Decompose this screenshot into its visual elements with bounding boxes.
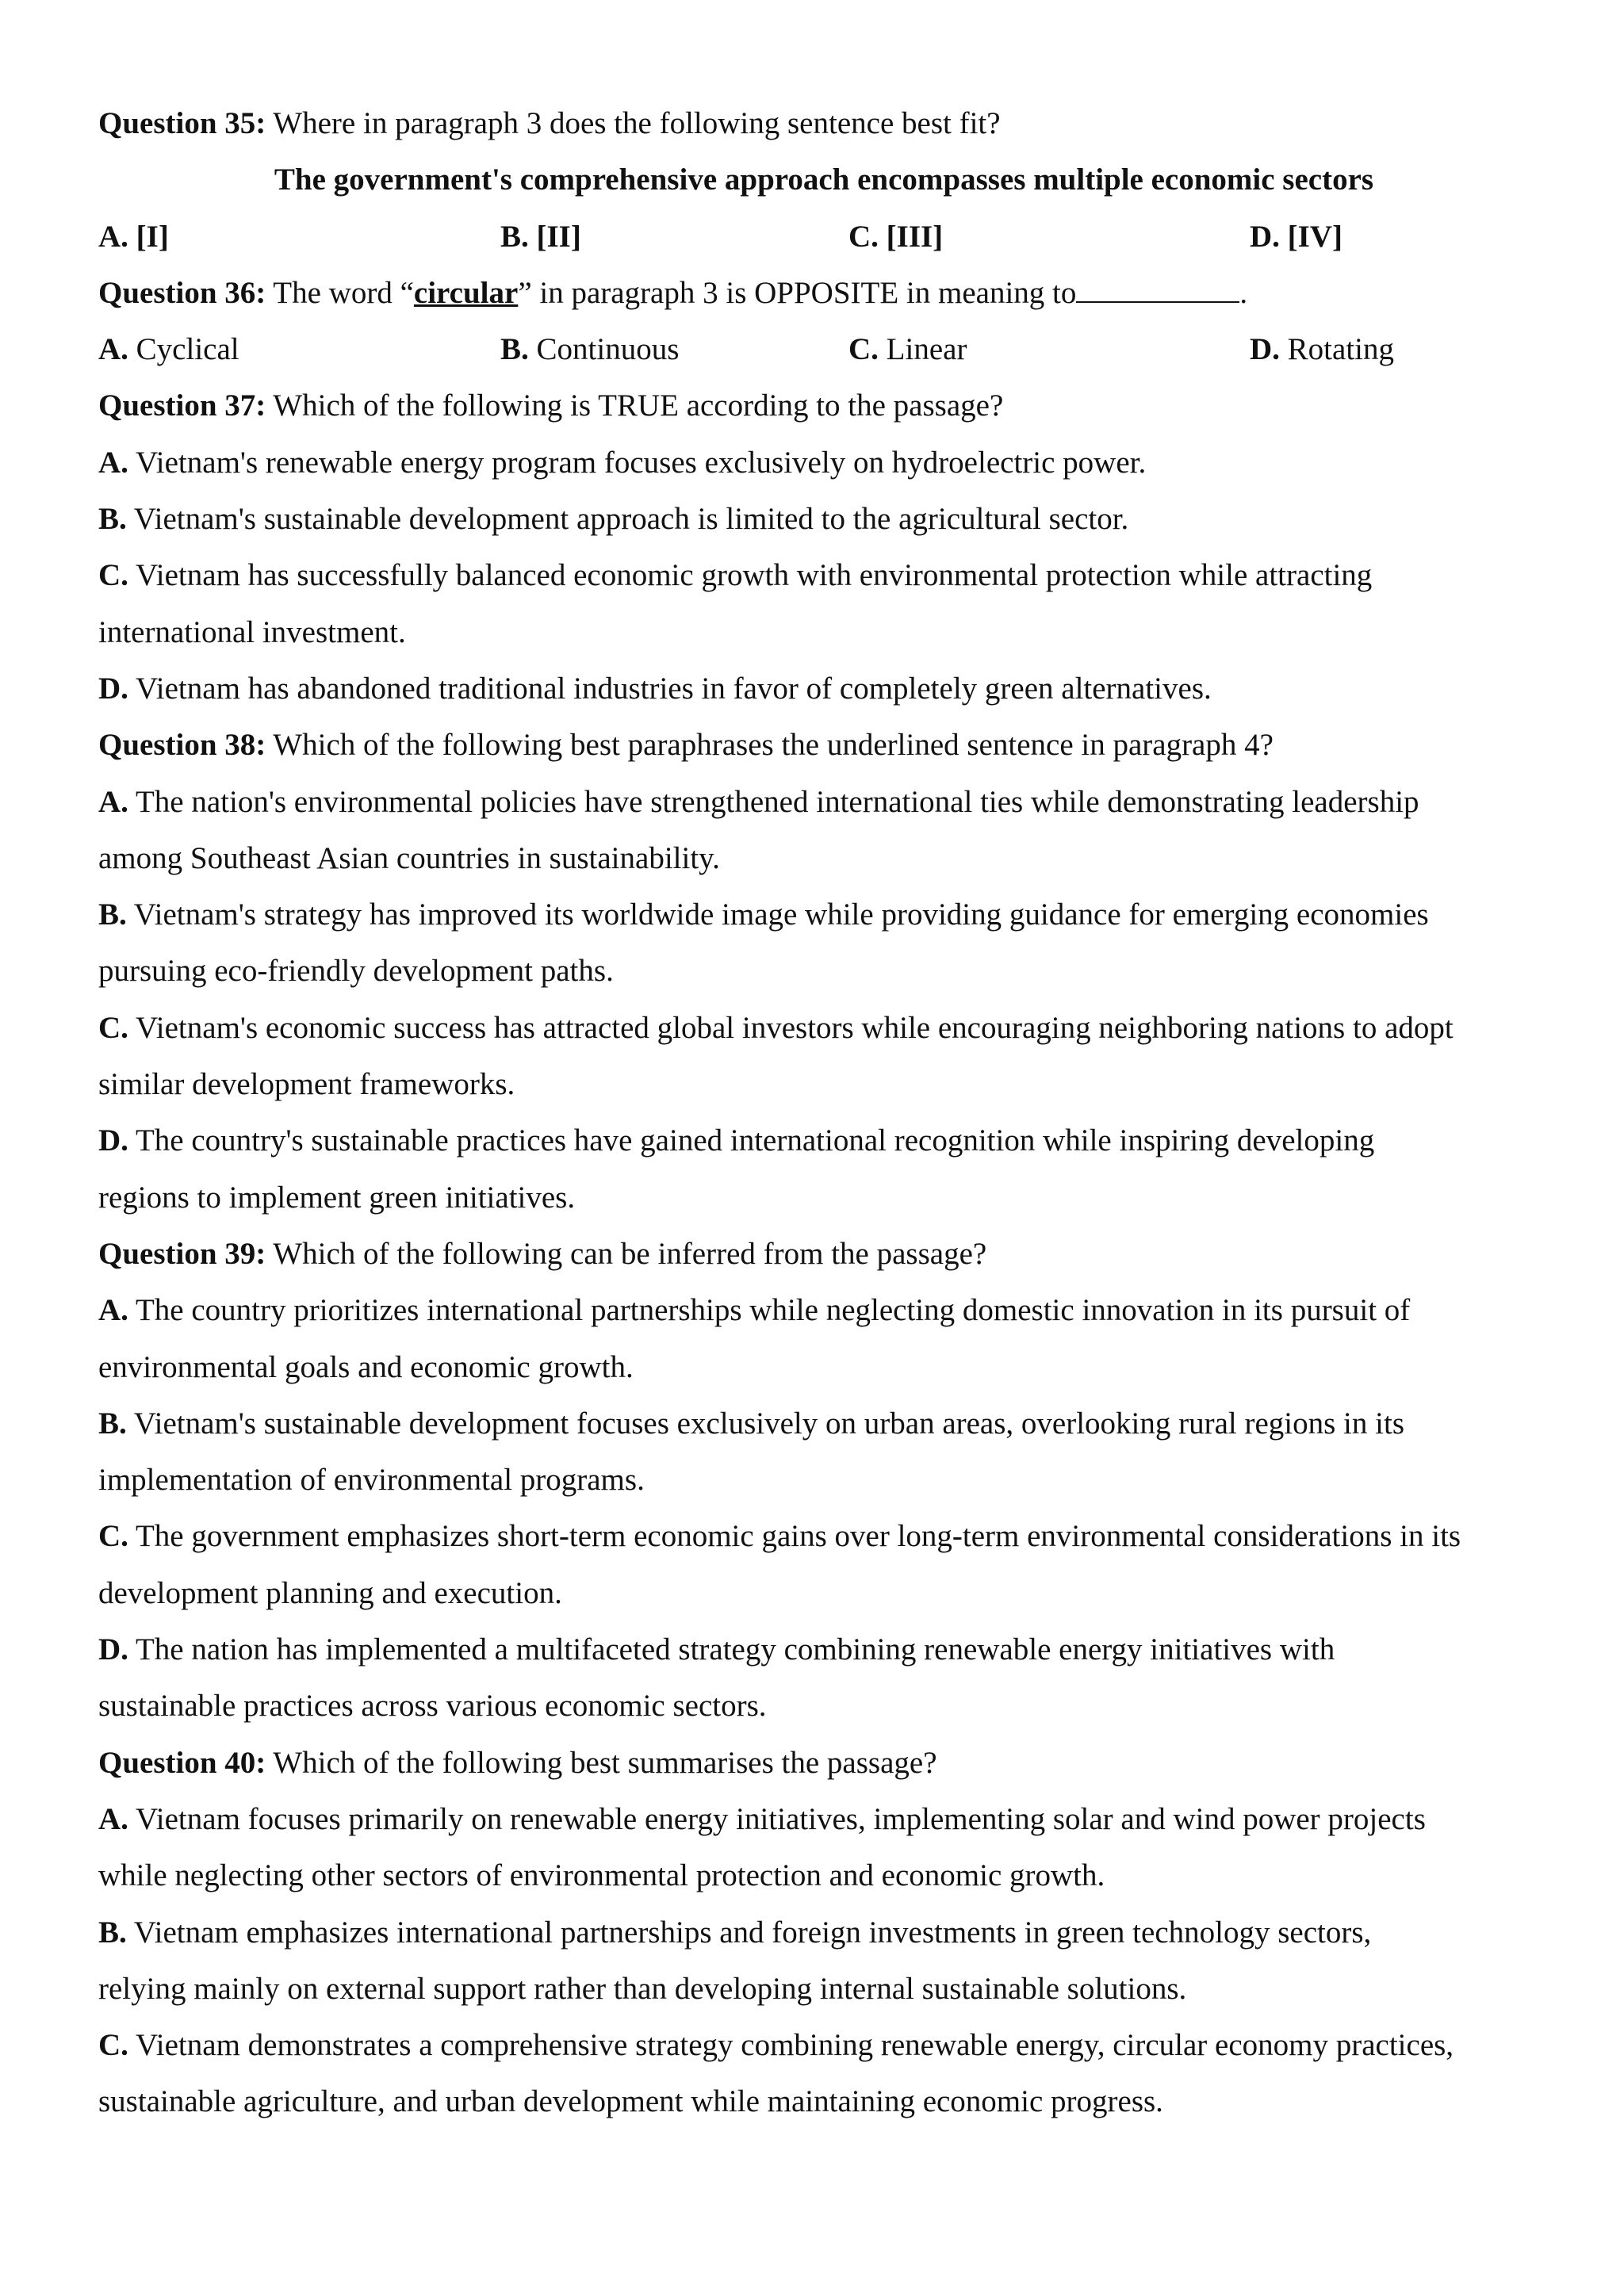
question-40-option-b-cont: relying mainly on external support rather than developing internal sustainable solutions. [98,1971,1187,2006]
question-40-option-a: A. Vietnam focuses primarily on renewable energy initiatives, implementing solar and wind power projects [98,1801,1426,1836]
option-b: B. [II] [500,219,581,254]
question-40-option-c: C. Vietnam demonstrates a comprehensive strategy combining renewable energy, circular economy practices, [98,2028,1454,2063]
question-38-option-b: B. Vietnam's strategy has improved its worldwide image while providing guidance for emerging economies [98,897,1429,932]
question-40-text: Which of the following best summarises the passage? [266,1745,937,1780]
question-40 [98,1735,1549,1791]
question-35 [98,95,1549,151]
question-37 [98,377,1549,434]
question-39-option-a: A. The country prioritizes international partnerships while neglecting domestic innovation in its pursuit of [98,1293,1411,1328]
option-b: B. Continuous [500,332,680,367]
question-37-option-c: C. Vietnam has successfully balanced economic growth with environmental protection while attracting [98,558,1373,593]
answer-blank [1076,274,1239,303]
question-39-option-c: C. The government emphasizes short-term economic gains over long-term environmental considerations in its [98,1519,1461,1554]
question-35-sentence: The government's comprehensive approach encompasses multiple economic sectors [274,163,1374,197]
question-39-option-a-cont: environmental goals and economic growth. [98,1349,634,1384]
question-38-option-d: D. The country's sustainable practices have gained international recognition while inspiring developing [98,1123,1375,1158]
option-d: D. [IV] [1250,219,1342,254]
question-36-target-word: circular [413,275,519,310]
question-39-option-b: B. Vietnam's sustainable development focuses exclusively on urban areas, overlooking rural regions in its [98,1406,1404,1441]
option-a: A. [I] [98,219,169,254]
question-38-text: Which of the following best paraphrases the underlined sentence in paragraph 4? [266,728,1274,763]
question-39 [98,1226,1549,1282]
question-36-label: Question 36: [98,275,266,310]
question-38-option-a-cont: among Southeast Asian countries in sustainability. [98,840,720,875]
question-37-option-b: B. Vietnam's sustainable development approach is limited to the agricultural sector. [98,502,1129,537]
question-40-option-a-cont: while neglecting other sectors of environmental protection and economic growth. [98,1858,1105,1893]
question-38-option-b-cont: pursuing eco-friendly development paths. [98,954,614,989]
question-39-option-b-cont: implementation of environmental programs. [98,1463,645,1498]
option-c: C. Linear [848,332,967,367]
question-39-label: Question 39: [98,1236,266,1271]
question-37-option-c-cont: international investment. [98,614,406,649]
question-38-option-a: A. The nation's environmental policies have strengthened international ties while demonstrating leadership [98,784,1419,819]
question-36-text-before: The word “ [266,275,414,310]
question-36 [98,265,1549,321]
question-36-options [98,321,1549,377]
question-36-end: . [1239,275,1248,310]
option-c: C. [III] [848,219,944,254]
question-37-option-d: D. Vietnam has abandoned traditional industries in favor of completely green alternatives. [98,671,1212,706]
document-page [98,95,1549,2130]
question-39-option-c-cont: development planning and execution. [98,1575,562,1610]
question-40-option-b: B. Vietnam emphasizes international partnerships and foreign investments in green technology sectors, [98,1915,1372,1950]
question-37-label: Question 37: [98,388,266,423]
question-38-option-c: C. Vietnam's economic success has attracted global investors while encouraging neighboring nations to adopt [98,1010,1454,1045]
question-39-option-d: D. The nation has implemented a multifaceted strategy combining renewable energy initiatives with [98,1632,1335,1667]
option-d: D. Rotating [1250,332,1395,367]
question-38-option-c-cont: similar development frameworks. [98,1067,515,1102]
option-a: A. Cyclical [98,332,239,367]
question-36-text-after: ” in paragraph 3 is OPPOSITE in meaning to [518,275,1077,310]
question-38-label: Question 38: [98,728,266,763]
question-35-options [98,209,1549,265]
question-38-option-d-cont: regions to implement green initiatives. [98,1180,576,1215]
question-38 [98,717,1549,773]
question-40-label: Question 40: [98,1745,266,1780]
question-40-option-c-cont: sustainable agriculture, and urban development while maintaining economic progress. [98,2084,1163,2119]
question-35-label: Question 35: [98,106,266,140]
question-37-text: Which of the following is TRUE according to the passage? [266,388,1004,423]
question-39-text: Which of the following can be inferred from the passage? [266,1236,987,1271]
question-37-option-a: A. Vietnam's renewable energy program focuses exclusively on hydroelectric power. [98,445,1147,480]
question-39-option-d-cont: sustainable practices across various economic sectors. [98,1689,767,1724]
question-35-text: Where in paragraph 3 does the following sentence best fit? [266,106,1001,140]
